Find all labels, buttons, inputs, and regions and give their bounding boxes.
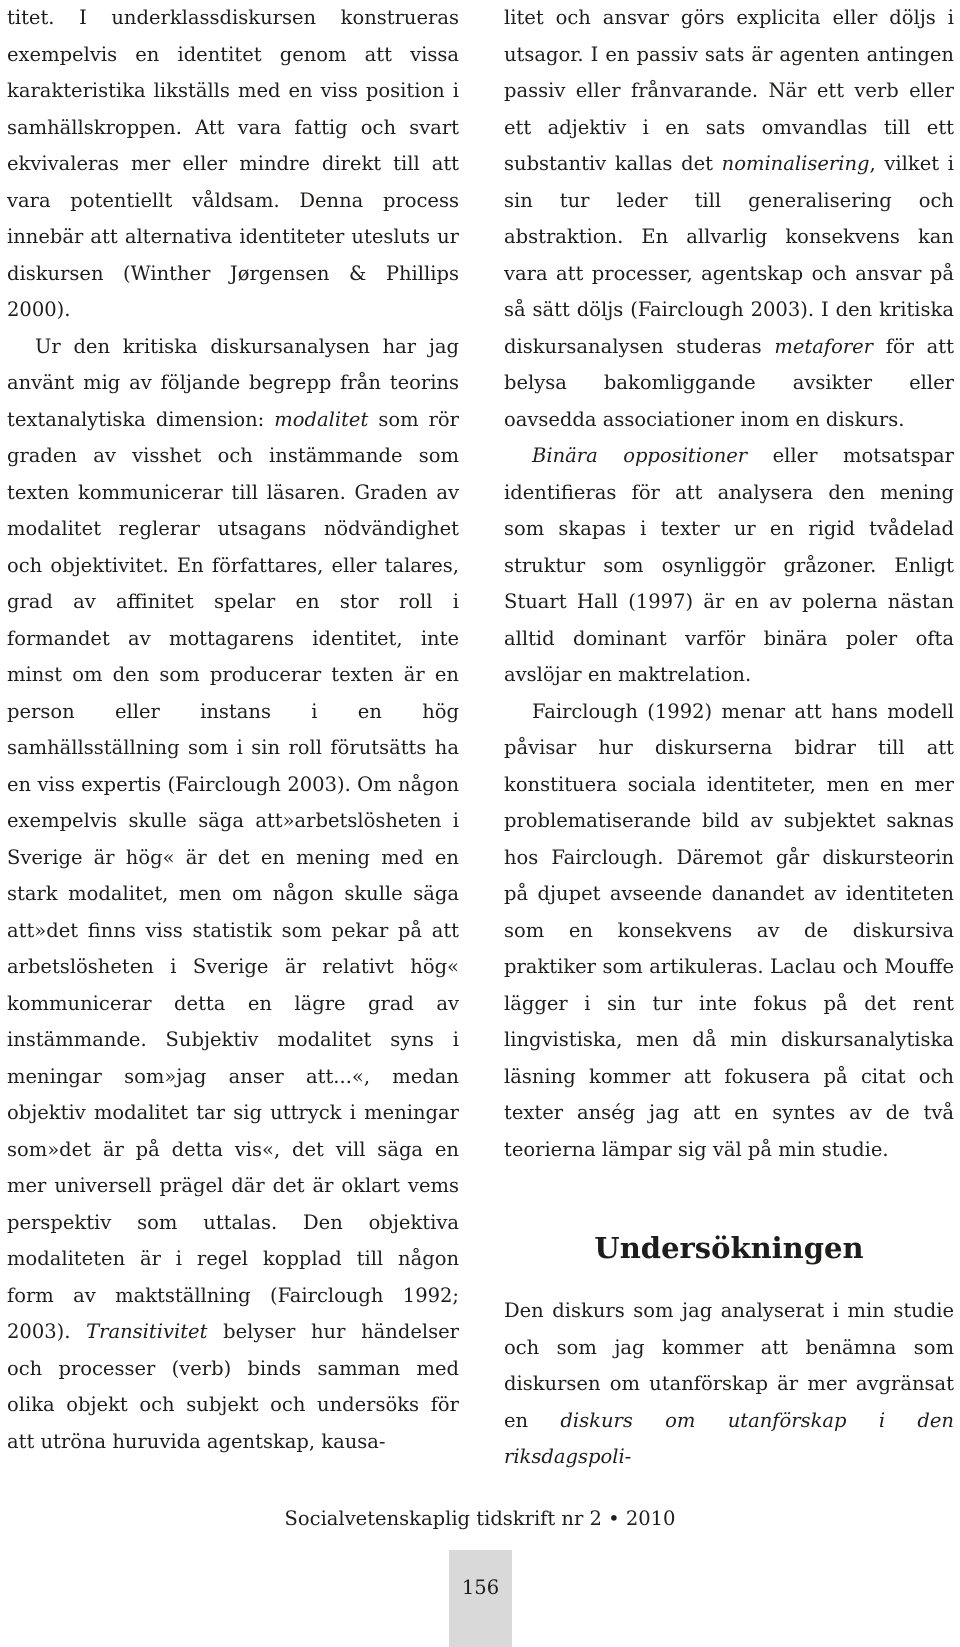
page-number: 156	[461, 1576, 500, 1599]
term-diskurs-om-utanforskap: diskurs om utanförskap i den riksdagspoli-	[504, 1408, 954, 1468]
text-run: för att belysa bakomliggande avsikter eller oavsedda associationer inom en diskurs.	[504, 334, 954, 431]
text-run: eller motsatspar identifieras för att analysera den mening som skapas i texter ur en rigid tvådelad struktur som osynliggör gråzoner. Enligt Stuart Hall (1997) är en av polerna nästan alltid dominant varför binära poler ofta avslöjar en maktrelation.	[504, 444, 954, 686]
text-run: belyser hur händelser och processer (verb) binds samman med olika objekt och subjekt och undersöks för att utröna huruvida agentskap, kausa-	[7, 1320, 459, 1453]
paragraph: titet. I underklassdiskursen konstrueras exempelvis en identitet genom att vissa karakteristika likställs med en viss position i samhällskroppen. Att vara fattig och svart ekvivaleras mer eller mindre direkt till att vara potentiellt våldsam. Denna process innebär att alternativa identiteter utesluts ur diskursen (Winther Jørgensen & Phillips 2000).	[7, 6, 459, 321]
term-transitivitet: Transitivitet	[86, 1320, 208, 1343]
paragraph	[504, 438, 954, 694]
text-run: , vilket i sin tur leder till generalisering och abstraktion. En allvarlig konsekvens kan vara att processer, agentskap och ansvar på så sätt döljs (Fairclough 2003). I den kritiska diskursanalysen studeras	[504, 152, 955, 358]
paragraph	[504, 1293, 954, 1476]
text-run: som rör graden av visshet och instämmande som texten kommunicerar till läsaren. Graden av modalitet reglerar utsagans nödvändighet och objektivitet. En författares, eller talares, grad av affinitet spelar en stor roll i formandet av mottagarens identitet, inte minst om den som producerar texten är en person eller instans i en hög samhällsställning som i sin roll förutsätts ha en viss expertis (Fairclough 2003). Om någon exempelvis skulle säga att»arbetslösheten i Sverige är hög« är det en mening med en stark modalitet, men om någon skulle säga att»det finns viss statistik som pekar på att arbetslösheten i Sverige är relativt hög« kommunicerar detta en lägre grad av instämmande. Subjektiv modalitet syns i meningar som»jag anser att...«, medan objektiv modalitet tar sig uttryck i meningar som»det är på detta vis«, det vill säga en mer universell prägel där det är oklart vems perspektiv som uttalas. Den objektiva modaliteten är i regel kopplad till någon form av maktställning (Fairclough 1992; 2003).	[7, 407, 459, 1343]
page-number-box	[449, 1550, 512, 1647]
right-column	[504, 0, 954, 1476]
text-run: Ur den kritiska diskursanalysen har jag använt mig av följande begrepp från teorins textanalytiska dimension:	[7, 334, 459, 431]
term-modalitet: modalitet	[274, 407, 369, 431]
journal-footer: Socialvetenskaplig tidskrift nr 2 • 2010	[284, 1507, 676, 1530]
paragraph	[7, 329, 459, 1461]
text-run: Den diskurs som jag analyserat i min studie och som jag kommer att benämna som diskursen om utanförskap är mer avgränsat en	[504, 1299, 954, 1432]
section-heading: Undersökningen	[594, 1231, 864, 1265]
left-column	[7, 0, 459, 1460]
term-binara-oppositioner: Binära oppositioner	[532, 444, 748, 467]
paragraph	[504, 0, 954, 438]
term-metaforer: metaforer	[774, 334, 874, 358]
text-run: litet och ansvar görs explicita eller döljs i utsagor. I en passiv sats är agenten antingen passiv eller frånvarande. När ett verb eller ett adjektiv i en sats omvandlas till ett substantiv kallas det	[504, 6, 954, 175]
paragraph: Fairclough (1992) menar att hans modell påvisar hur diskurserna bidrar till att konstituera sociala identiteter, men en mer problematiserande bild av subjektet saknas hos Fairclough. Däremot går diskursteorin på djupet avseende danandet av identiteten som en konsekvens av de diskursiva praktiker som artikuleras. Laclau och Mouffe lägger i sin tur inte fokus på det rent lingvistiska, men då min diskursanalytiska läsning kommer att fokusera på citat och texter anség jag att en syntes av de två teorierna lämpar sig väl på min studie.	[504, 699, 954, 1161]
term-nominalisering: nominalisering	[721, 152, 870, 175]
